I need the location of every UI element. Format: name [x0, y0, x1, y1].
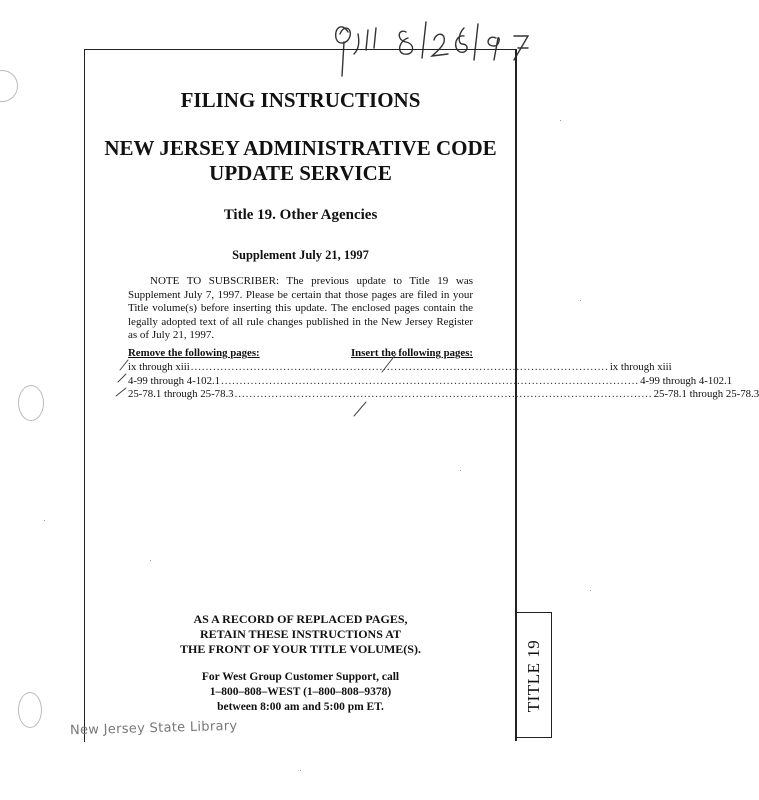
remove-header: Remove the following pages:	[128, 347, 260, 359]
page-heading: FILING INSTRUCTIONS	[180, 88, 421, 112]
remove-pages: 4-99 through 4-102.1	[128, 374, 221, 387]
code-title-line2: UPDATE SERVICE	[209, 161, 392, 185]
punch-hole-top	[0, 70, 18, 102]
remove-pages: 25-78.1 through 25-78.3	[128, 388, 234, 401]
insert-pages: 4-99 through 4-102.1	[640, 374, 733, 387]
code-title-line1: NEW JERSEY ADMINISTRATIVE CODE	[104, 136, 497, 160]
insert-header: Insert the following pages:	[350, 347, 473, 359]
side-tab-label: TITLE 19	[523, 639, 543, 713]
support-hours: between 8:00 am and 5:00 pm ET.	[217, 701, 384, 713]
code-title	[86, 136, 515, 186]
scan-speck	[150, 560, 151, 561]
record-notice	[86, 612, 515, 657]
leader-dots: .................................................................................................................	[221, 374, 640, 387]
remove-pages: ix through xiii	[128, 361, 190, 373]
leader-dots: .................................................................................................................	[190, 361, 609, 373]
punch-hole-middle	[18, 385, 44, 421]
library-stamp: New Jersey State Library	[69, 718, 238, 739]
scan-speck	[580, 300, 581, 301]
scan-speck	[300, 770, 301, 771]
support-phone: 1–800–808–WEST (1–800–808–9378)	[209, 686, 392, 698]
record-notice-line2: RETAIN THESE INSTRUCTIONS AT	[199, 627, 402, 641]
punch-hole-bottom	[18, 692, 42, 728]
record-notice-line1: AS A RECORD OF REPLACED PAGES,	[193, 612, 408, 626]
note-to-subscriber: NOTE TO SUBSCRIBER: The previous update to Title 19 was Supplement July 7, 1997. Please be certain that those pages are filed in your Title volume(s) before inserting this update. The enclosed pages contain the legally adopted text of all rule changes published in the New Jersey Register as of July 21, 1997.	[128, 275, 473, 342]
leader-dots: .................................................................................................................	[234, 388, 653, 401]
title-name: Title 19. Other Agencies	[223, 207, 378, 223]
insert-pages: 25-78.1 through 25-78.3	[653, 388, 759, 401]
insert-pages: ix through xiii	[609, 361, 672, 373]
record-notice-line3: THE FRONT OF YOUR TITLE VOLUME(S).	[180, 642, 421, 656]
scan-speck	[460, 470, 461, 471]
handwritten-check-marks	[116, 358, 386, 418]
side-tab	[515, 612, 552, 738]
support-line1: For West Group Customer Support, call	[201, 671, 400, 683]
scan-speck	[590, 590, 591, 591]
scan-speck	[44, 520, 45, 521]
customer-support	[86, 670, 515, 715]
supplement-date: Supplement July 21, 1997	[232, 248, 369, 262]
scan-speck	[560, 120, 561, 121]
